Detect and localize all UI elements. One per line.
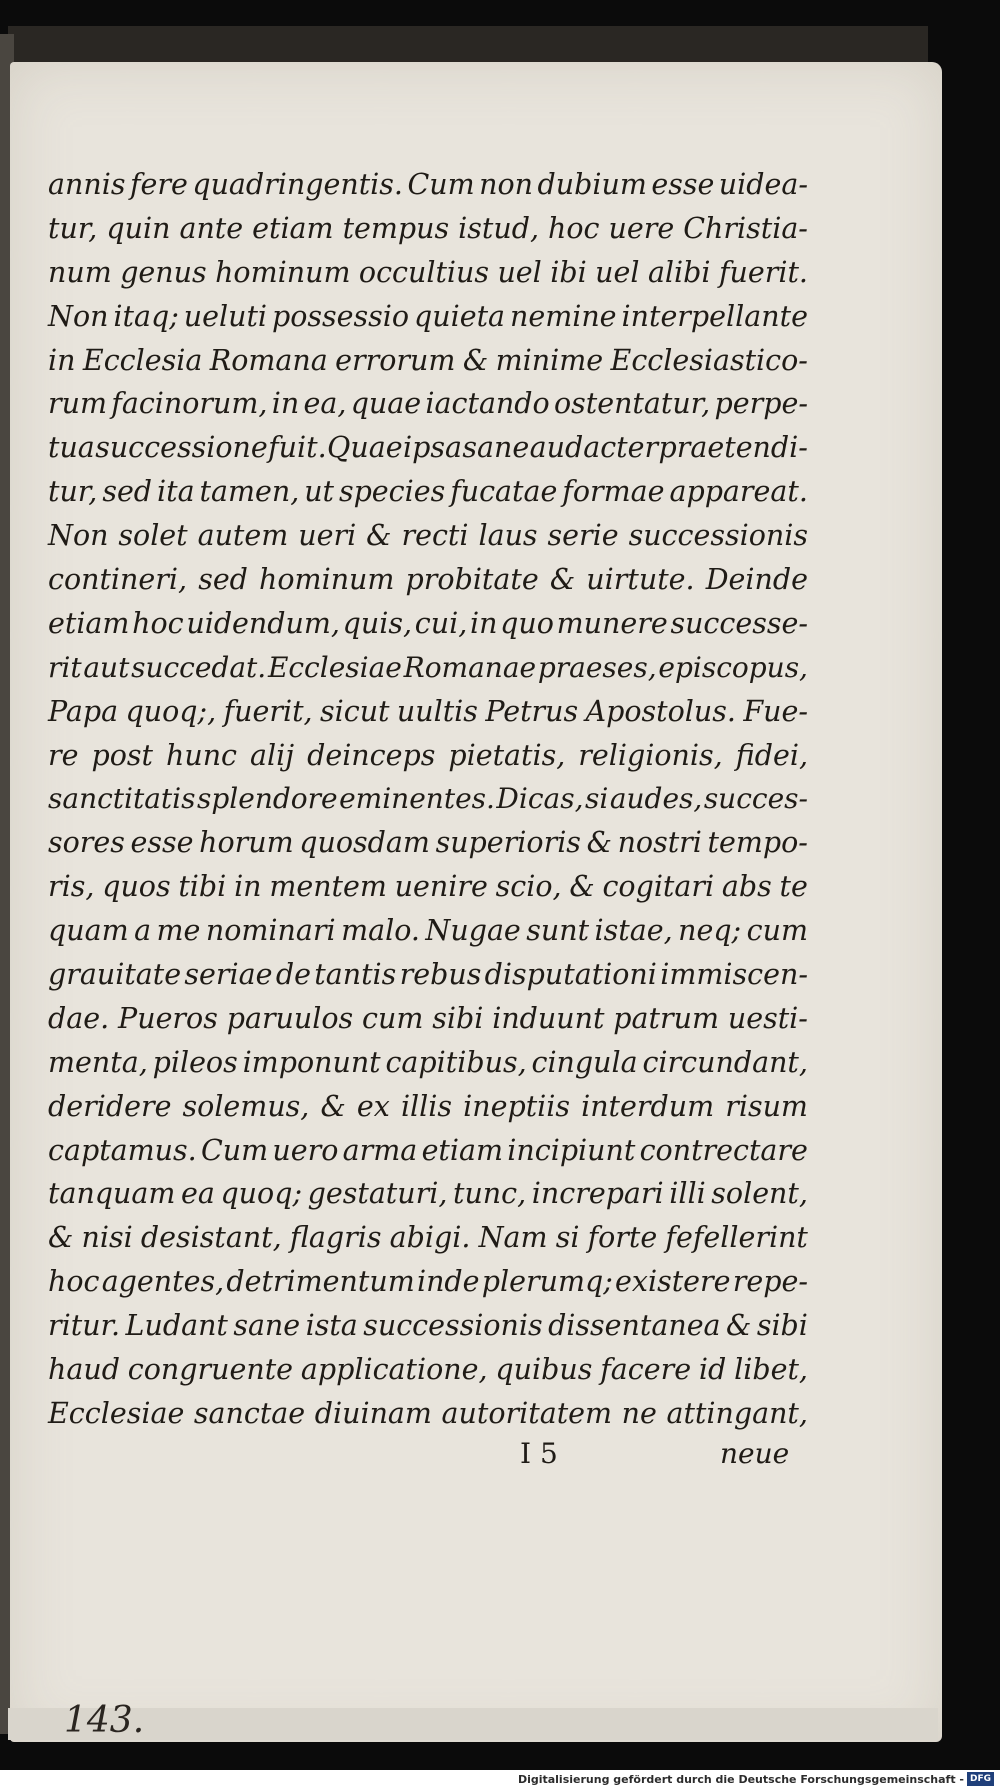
word: Ecclesiastico- (610, 343, 808, 377)
word: quam (48, 914, 129, 948)
word: sane (233, 1309, 301, 1343)
word: rit (48, 650, 82, 684)
text-line (48, 1348, 808, 1392)
word: sicut (320, 694, 390, 728)
word: Pueros (118, 1001, 218, 1035)
word: hunc (165, 738, 238, 772)
word: sunt (526, 914, 590, 948)
word: splendore (197, 782, 338, 816)
word: facinorum, (111, 387, 268, 421)
word: ea, (303, 387, 347, 421)
word: ineptiis (463, 1089, 570, 1123)
word: Petrus (485, 694, 579, 728)
word: dubium (537, 168, 647, 201)
word: tunc, (453, 1177, 527, 1211)
word: num (48, 255, 112, 289)
word: praetendi- (658, 431, 808, 465)
word: Nam (478, 1221, 548, 1255)
word: alij (250, 738, 295, 772)
page-edge-top (8, 26, 928, 66)
word: alibi (647, 255, 711, 289)
word: Cum (200, 1133, 269, 1167)
word: tempo- (707, 826, 808, 860)
text-line (48, 470, 808, 514)
word: sed (102, 475, 153, 509)
word: nisi (81, 1221, 133, 1255)
word: nemine (509, 299, 617, 333)
word: sane (462, 431, 530, 465)
word: appareat. (669, 475, 808, 509)
word: hominum (215, 255, 351, 289)
word: hominum (259, 563, 395, 597)
word: Fue- (743, 694, 808, 728)
word: & (726, 1309, 752, 1343)
word: sanctitatis (48, 782, 196, 816)
word: congruente (127, 1353, 294, 1387)
word: tempus (342, 211, 450, 245)
word: quis, (342, 606, 413, 640)
word: forte (587, 1221, 658, 1255)
word: autem (197, 519, 289, 553)
word: ita (157, 475, 195, 509)
word: Papa (48, 694, 119, 728)
word: Ludant (125, 1309, 228, 1343)
word: hoc (48, 1265, 100, 1299)
word: sibi (756, 1309, 808, 1343)
word: etiam (421, 1133, 504, 1167)
word: cum (362, 1001, 424, 1035)
word: probitate (405, 563, 539, 597)
text-line (48, 514, 808, 558)
word: nostri (617, 826, 702, 860)
word: Apostolus. (585, 694, 736, 728)
word: autoritatem (441, 1396, 613, 1430)
word: attingant, (666, 1396, 808, 1430)
word: occultius (358, 255, 490, 289)
word: tur, (48, 475, 98, 509)
word: arma (342, 1133, 418, 1167)
word: successione (95, 431, 268, 465)
word: munere (556, 606, 668, 640)
text-line (48, 1216, 808, 1260)
word: immiscen- (660, 958, 808, 992)
word: perpe- (714, 387, 808, 421)
word: etiam (48, 606, 130, 640)
word: sed (198, 563, 248, 597)
word: sores (48, 826, 125, 860)
word: tua (48, 431, 95, 465)
word: pietatis, (448, 738, 566, 772)
signature-mark: I 5 (520, 1437, 558, 1470)
word: Romana (209, 343, 328, 377)
word: desistant, (140, 1221, 282, 1255)
word: praeses, (537, 650, 657, 684)
text-line (48, 426, 808, 470)
word: scio, (495, 870, 562, 904)
word: pileos (152, 1045, 238, 1079)
word: circundant, (642, 1045, 808, 1079)
word: ante (179, 211, 244, 245)
word: tur, (48, 211, 98, 245)
word: species (338, 475, 446, 509)
word: te (779, 870, 808, 904)
word: & (366, 519, 392, 553)
word: possessio (271, 299, 410, 333)
word: ueluti (183, 299, 268, 333)
word: inde (416, 1265, 480, 1299)
word: minime (495, 343, 604, 377)
word: quin (106, 211, 171, 245)
word: quo (500, 606, 554, 640)
dfg-logo: DFG (967, 1772, 994, 1786)
word: tanquam (48, 1177, 176, 1211)
word: uenire (394, 870, 488, 904)
word: gestaturi, (307, 1177, 448, 1211)
word: ut (304, 475, 334, 509)
word: applicatione, (300, 1353, 488, 1387)
handwritten-annotation: 143. (64, 1700, 145, 1741)
word: & (320, 1089, 346, 1123)
word: in (234, 870, 262, 904)
word: successe- (670, 606, 808, 640)
word: capitibus, (385, 1045, 527, 1079)
word: dissentanea (548, 1309, 721, 1343)
word: ea (181, 1177, 215, 1211)
word: non (479, 168, 534, 201)
word: ueri (298, 519, 357, 553)
word: eminentes. (339, 782, 495, 816)
word: Dicas, (496, 782, 584, 816)
word: plerumq; (481, 1265, 613, 1299)
word: Ecclesiae (48, 1396, 185, 1430)
text-line (48, 1041, 808, 1085)
word: istud, (458, 211, 540, 245)
word: Non (48, 519, 109, 553)
word: fuerit. (718, 255, 808, 289)
word: tibi (178, 870, 227, 904)
word: serie (547, 519, 619, 553)
page-bottom-strip (8, 1708, 938, 1740)
catchword: neue (720, 1437, 790, 1470)
word: seriae (184, 958, 273, 992)
text-line (48, 1304, 808, 1348)
word: fidei, (735, 738, 808, 772)
word: contrectare (639, 1133, 808, 1167)
word: imponunt (242, 1045, 381, 1079)
text-line (48, 163, 808, 207)
word: istae, (594, 914, 673, 948)
text-line (48, 295, 808, 339)
word: Quae (327, 431, 403, 465)
word: cum (746, 914, 808, 948)
word: rebus (399, 958, 482, 992)
text-line (48, 734, 808, 778)
word: ris, (48, 870, 95, 904)
word: Ecclesia (82, 343, 203, 377)
word: sanctae (193, 1396, 306, 1430)
word: facere (600, 1353, 692, 1387)
word: fucatae (450, 475, 558, 509)
word: Nugae (425, 914, 521, 948)
word: fere (129, 168, 188, 201)
word: esse (651, 168, 715, 201)
word: cingula (531, 1045, 638, 1079)
text-line (48, 1129, 808, 1173)
word: menta, (48, 1045, 148, 1079)
word: etiam (252, 211, 334, 245)
word: rum (48, 387, 108, 421)
word: genus (120, 255, 207, 289)
text-line (48, 646, 808, 690)
word: me (156, 914, 201, 948)
word: quibus (495, 1353, 593, 1387)
word: hoc (132, 606, 184, 640)
word: ibi (550, 255, 587, 289)
word: abigi. (389, 1221, 471, 1255)
word: laus (478, 519, 538, 553)
word: errorum (335, 343, 456, 377)
word: quoq;, (125, 694, 217, 728)
word: fuerit, (223, 694, 313, 728)
word: in (48, 343, 76, 377)
word: si (555, 1221, 580, 1255)
text-line (48, 207, 808, 251)
word: deridere (48, 1089, 172, 1123)
word: ne (621, 1396, 657, 1430)
word: formae (562, 475, 665, 509)
word: religionis, (578, 738, 723, 772)
word: captamus. (48, 1133, 197, 1167)
word: in (271, 387, 300, 421)
word: uel (497, 255, 542, 289)
word: uere (608, 211, 675, 245)
text-line (48, 909, 808, 953)
word: uidendum, (186, 606, 340, 640)
word: & (48, 1221, 74, 1255)
word: interdum (581, 1089, 715, 1123)
word: post (91, 738, 153, 772)
text-line (48, 865, 808, 909)
word: fuit. (268, 431, 327, 465)
word: induunt (492, 1001, 605, 1035)
word: solet (118, 519, 188, 553)
word: quadringentis. (192, 168, 403, 201)
word: episcopus, (658, 650, 808, 684)
word: itaq; (113, 299, 179, 333)
word: id (698, 1353, 727, 1387)
word: dae. (48, 1001, 110, 1035)
word: ex (356, 1089, 390, 1123)
word: repe- (732, 1265, 808, 1299)
word: successionis (628, 519, 808, 553)
word: successionis (363, 1309, 543, 1343)
word: illis (400, 1089, 453, 1123)
footer-credit: Digitalisierung gefördert durch die Deutsche Forschungsgemeinschaft - (517, 1773, 964, 1786)
word: esse (130, 826, 194, 860)
word: & (462, 343, 489, 377)
word: uesti- (727, 1001, 808, 1035)
word: audes, (609, 782, 703, 816)
word: agentes, (101, 1265, 225, 1299)
word: fefellerint (665, 1221, 808, 1255)
word: Christia- (683, 211, 808, 245)
word: uultis (396, 694, 478, 728)
word: incipiunt (507, 1133, 636, 1167)
text-line (48, 777, 808, 821)
word: hoc (548, 211, 600, 245)
text-line (48, 558, 808, 602)
word: risum (725, 1089, 808, 1123)
word: mentem (269, 870, 387, 904)
word: a (134, 914, 152, 948)
word: ostentatur, (553, 387, 711, 421)
catchline (520, 1437, 790, 1481)
word: contineri, (48, 563, 188, 597)
word: quoq; (220, 1177, 303, 1211)
word: iactando (425, 387, 550, 421)
word: increpari (531, 1177, 664, 1211)
word: si (584, 782, 609, 816)
word: succedat. (131, 650, 267, 684)
text-line (48, 953, 808, 997)
word: neq; (678, 914, 742, 948)
word: de (275, 958, 311, 992)
word: solemus, (182, 1089, 310, 1123)
text-line (48, 1085, 808, 1129)
word: disputationi (484, 958, 657, 992)
word: recti (401, 519, 469, 553)
word: ista (305, 1309, 358, 1343)
word: tantis (314, 958, 397, 992)
text-line (48, 1260, 808, 1304)
word: grauitate (48, 958, 182, 992)
text-line (48, 339, 808, 383)
text-line (48, 821, 808, 865)
word: abs (721, 870, 772, 904)
text-line (48, 382, 808, 426)
word: Non (48, 299, 109, 333)
word: detrimentum (226, 1265, 415, 1299)
word: aut (83, 650, 130, 684)
word: superioris (435, 826, 581, 860)
word: quos (102, 870, 171, 904)
word: uero (272, 1133, 339, 1167)
word: & (549, 563, 576, 597)
word: libet, (734, 1353, 808, 1387)
text-line (48, 997, 808, 1041)
text-line (48, 251, 808, 295)
text-block (48, 163, 808, 1436)
word: sibi (432, 1001, 484, 1035)
word: re (48, 738, 79, 772)
word: quae (350, 387, 422, 421)
word: & (569, 870, 595, 904)
word: diuinam (314, 1396, 432, 1430)
word: annis (48, 168, 126, 201)
word: cui, (414, 606, 468, 640)
text-line (48, 602, 808, 646)
word: ritur. (48, 1309, 121, 1343)
word: succes- (703, 782, 808, 816)
word: uidea- (718, 168, 808, 201)
word: Deinde (705, 563, 808, 597)
word: Ecclesiae (267, 650, 402, 684)
word: uel (595, 255, 640, 289)
word: nominari (205, 914, 336, 948)
word: quosdam (299, 826, 430, 860)
word: ipsa (403, 431, 462, 465)
word: Romanae (403, 650, 537, 684)
word: deinceps (307, 738, 436, 772)
word: cogitari (602, 870, 715, 904)
word: & (586, 826, 612, 860)
word: audacter (529, 431, 659, 465)
word: existere (615, 1265, 731, 1299)
word: illi (669, 1177, 706, 1211)
word: patrum (613, 1001, 719, 1035)
word: paruulos (226, 1001, 354, 1035)
word: flagris (289, 1221, 382, 1255)
text-line (48, 1172, 808, 1216)
text-line (48, 1392, 808, 1436)
word: horum (199, 826, 294, 860)
word: interpellante (621, 299, 808, 333)
word: haud (48, 1353, 120, 1387)
text-line (48, 690, 808, 734)
word: uirtute. (586, 563, 695, 597)
word: solent, (711, 1177, 808, 1211)
word: tamen, (199, 475, 300, 509)
word: malo. (341, 914, 420, 948)
word: quieta (413, 299, 506, 333)
word: in (469, 606, 498, 640)
word: Cum (407, 168, 475, 201)
